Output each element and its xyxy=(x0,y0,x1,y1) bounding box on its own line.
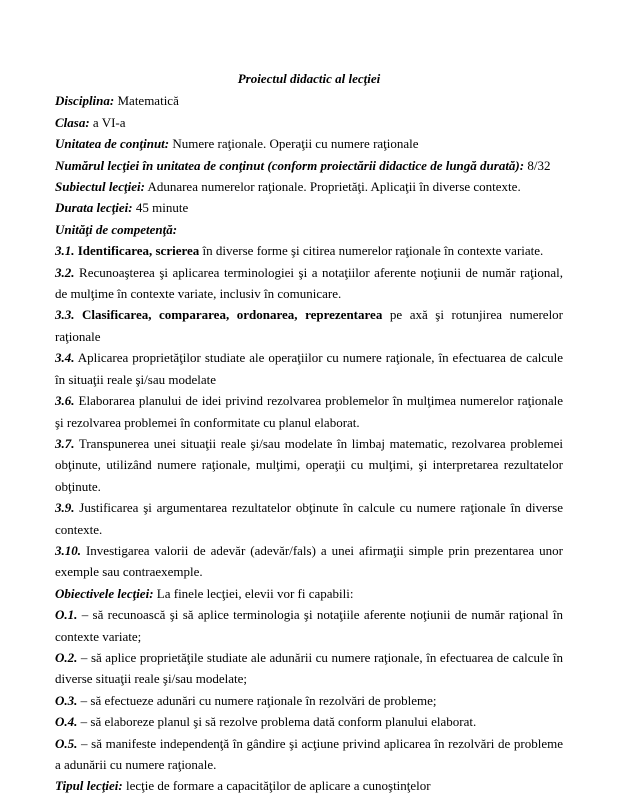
field-value: 45 minute xyxy=(132,200,189,216)
objective-o-2 xyxy=(55,647,563,690)
section-heading: Obiectivele lecţiei: xyxy=(55,585,154,601)
competence-bold-text: Clasificarea, compararea, ordonarea, reprezentarea xyxy=(74,307,383,323)
competence-text: Aplicarea proprietăţilor studiate ale operaţiilor cu numere raţionale, în efectuarea de calcule în situaţii reale şi/sau modelate xyxy=(55,350,563,387)
field-label: Tipul lecţiei: xyxy=(55,778,123,794)
field-value: Matematică xyxy=(114,93,179,109)
field-label: Numărul lecţiei în unitatea de conţinut (conform proiectării didactice de lungă durată): xyxy=(55,157,525,173)
objective-o-3 xyxy=(55,690,563,711)
objective-text: – să elaboreze planul şi să rezolve problema dată conform planului elaborat. xyxy=(77,714,477,730)
field-numarul-lectiei xyxy=(55,155,563,176)
field-value: Numere raţionale. Operaţii cu numere raţionale xyxy=(169,136,419,152)
objective-o-5 xyxy=(55,733,563,776)
competence-3-6 xyxy=(55,390,563,433)
objective-number: O.1. xyxy=(55,607,78,623)
field-value: lecţie de formare a capacităţilor de aplicare a cunoştinţelor xyxy=(122,778,431,794)
objective-text: – să recunoască şi să aplice terminologia şi notaţiile aferente noţiunii de număr raţional în contexte variate; xyxy=(55,607,563,644)
heading-obiectivele-lectiei xyxy=(55,583,563,604)
competence-3-4 xyxy=(55,347,563,390)
objective-text: – să aplice proprietăţile studiate ale adunării cu numere raţionale, în efectuarea de calcule în diverse situaţii reale şi/sau modelate; xyxy=(55,649,563,687)
competence-number: 3.1. xyxy=(55,243,75,259)
competence-number: 3.10. xyxy=(55,542,81,558)
field-clasa xyxy=(55,112,563,133)
objective-text: – să efectueze adunări cu numere raţionale în rezolvări de probleme; xyxy=(77,692,437,708)
competence-3-1 xyxy=(55,240,563,261)
competence-text: pe axă şi rotunjirea numerelor raţionale xyxy=(55,307,564,344)
heading-unitati-de-competenta xyxy=(55,219,563,240)
field-value: 8/32 xyxy=(524,157,551,173)
field-label: Clasa: xyxy=(55,114,90,130)
competence-3-10 xyxy=(55,540,563,583)
competence-3-2 xyxy=(55,262,563,305)
competence-text: Transpunerea unei situaţii reale şi/sau modelate în limbaj matematic, rezolvarea problemei obţinute, utilizând numere raţionale, mulţimi, operaţii cu mulţimi, şi interpretarea rezultatelor obţinute. xyxy=(55,435,563,494)
objective-o-1 xyxy=(55,604,563,647)
competence-number: 3.9. xyxy=(55,500,75,516)
section-heading: Unităţi de competenţă: xyxy=(55,221,178,237)
objective-number: O.5. xyxy=(55,735,78,751)
competence-text: Investigarea valorii de adevăr (adevăr/fals) a unei afirmaţii simple prin prezentarea unor exemple sau contraexemple. xyxy=(55,542,563,580)
competence-bold-text: Identificarea, scrierea xyxy=(74,243,200,259)
field-value: a VI-a xyxy=(89,114,126,130)
field-unitatea-de-continut xyxy=(55,133,563,154)
competence-number: 3.3. xyxy=(55,307,75,323)
field-label: Disciplina: xyxy=(55,93,115,109)
competence-text: Recunoaşterea şi aplicarea terminologiei şi a notaţiilor aferente noţiunii de număr raţional, de mulţime în contexte variate, inclusiv în comunicare. xyxy=(55,264,563,302)
field-subiectul-lectiei xyxy=(55,176,563,197)
field-value: Adunarea numerelor raţionale. Proprietăţi. Aplicaţii în diverse contexte. xyxy=(144,179,521,195)
competence-3-7 xyxy=(55,433,563,497)
competence-text: în diverse forme şi citirea numerelor raţionale în contexte variate. xyxy=(199,243,544,259)
field-label: Subiectul lecţiei: xyxy=(55,179,145,195)
field-label: Unitatea de conţinut: xyxy=(55,136,170,152)
competence-text: Justificarea şi argumentarea rezultatelor obţinute în calcule cu numere raţionale în diverse contexte. xyxy=(55,500,563,537)
competence-number: 3.7. xyxy=(55,435,75,451)
field-durata-lectiei xyxy=(55,197,563,218)
objective-number: O.2. xyxy=(55,649,78,665)
competence-3-3 xyxy=(55,304,563,347)
section-heading-text: La finele lecţiei, elevii vor fi capabili: xyxy=(153,585,354,601)
objective-number: O.4. xyxy=(55,714,78,730)
competence-number: 3.6. xyxy=(55,393,75,409)
competence-text: Elaborarea planului de idei privind rezolvarea problemelor în mulţimea numerelor raţionale şi rezolvarea problemei în conformitate cu planul elaborat. xyxy=(55,393,563,430)
competence-number: 3.2. xyxy=(55,264,75,280)
field-disciplina xyxy=(55,90,563,111)
field-label: Durata lecţiei: xyxy=(55,200,133,216)
competence-3-9 xyxy=(55,497,563,540)
document-title: Proiectul didactic al lecţiei xyxy=(237,71,381,86)
objective-text: – să manifeste independenţă în gândire şi acţiune privind aplicarea în rezolvări de probleme a adunării cu numere raţionale. xyxy=(55,735,563,772)
field-tipul-lectiei xyxy=(55,775,563,796)
objective-o-4 xyxy=(55,711,563,732)
objective-number: O.3. xyxy=(55,692,78,708)
competence-number: 3.4. xyxy=(55,350,75,366)
